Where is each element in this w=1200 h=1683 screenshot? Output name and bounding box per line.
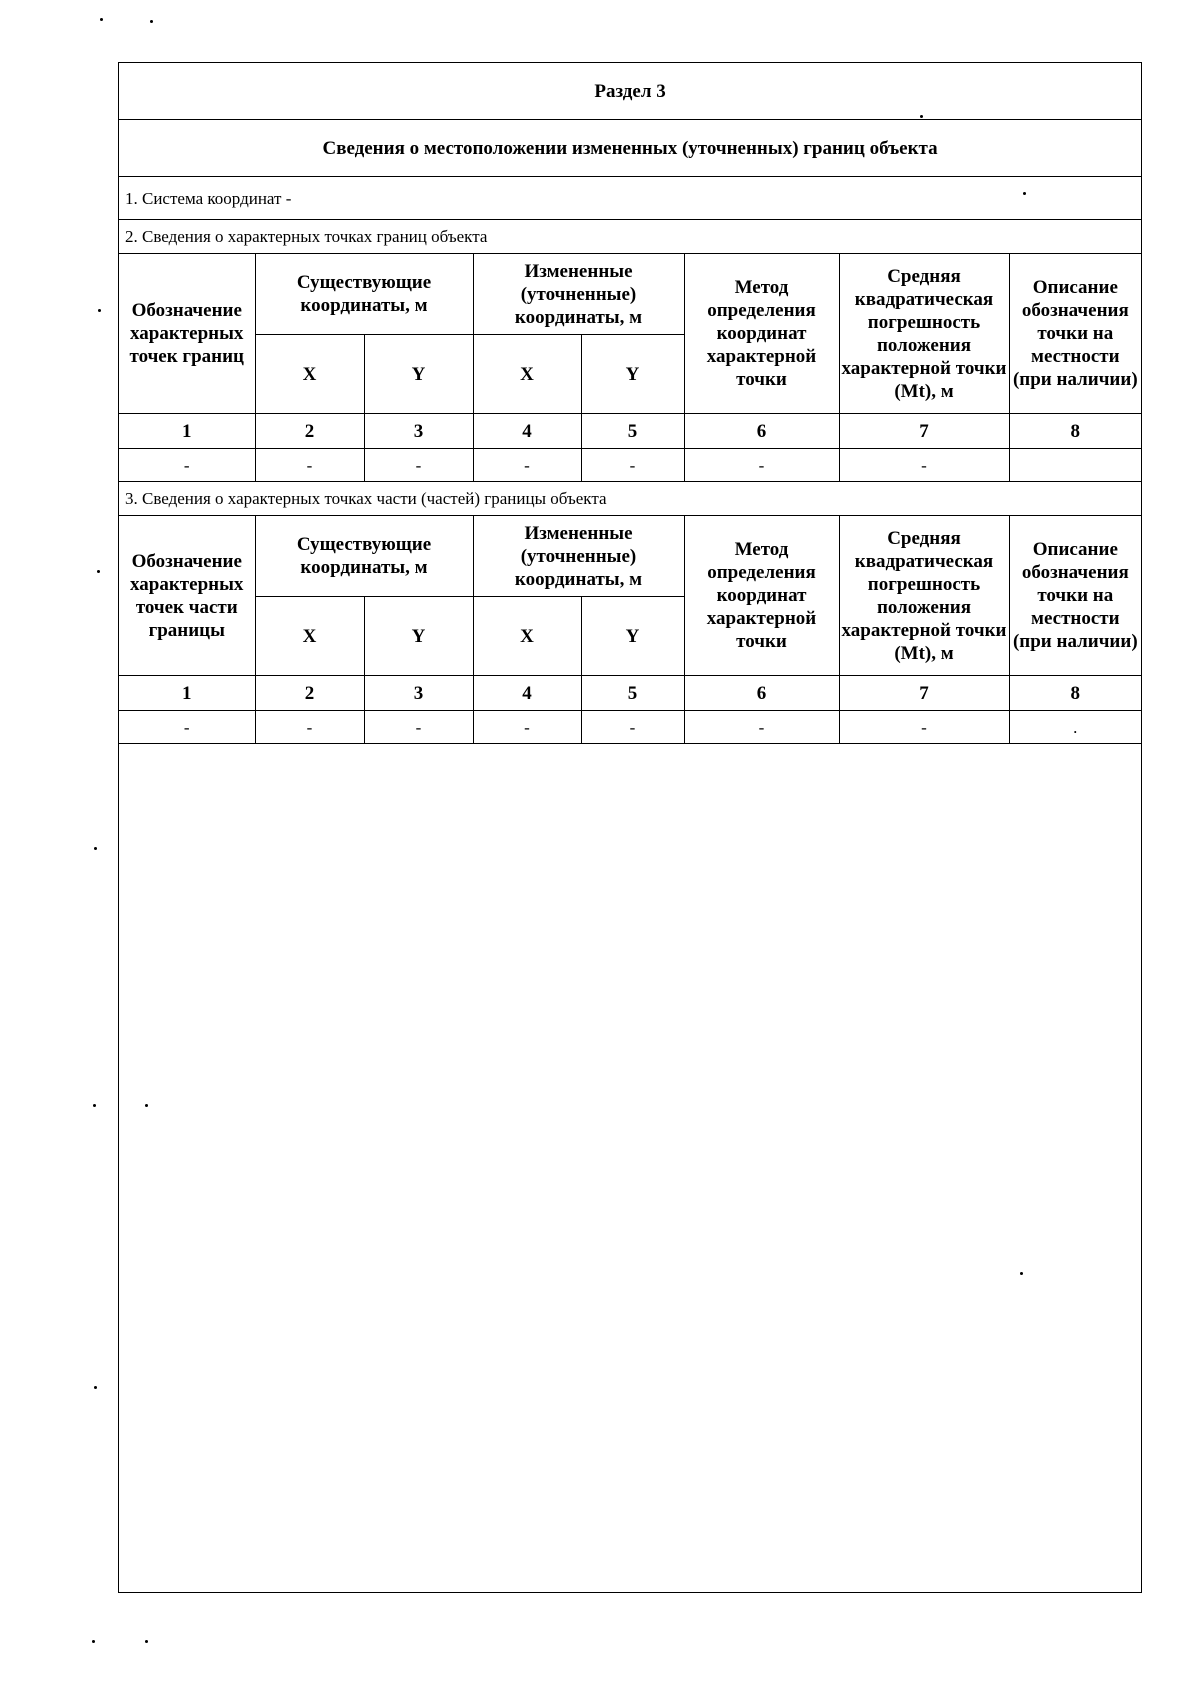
table2-cell-2: - xyxy=(255,711,364,744)
table1-error-header: Средняя квадратическая погрешность положения характерной точки (Mt), м xyxy=(839,254,1009,414)
scan-speck xyxy=(1020,1272,1023,1275)
table1-changed-x: X xyxy=(473,335,581,414)
table1-cell-5: - xyxy=(581,449,684,482)
table2-num-6: 6 xyxy=(684,676,839,711)
table1-existing-header: Существующие координаты, м xyxy=(255,254,473,335)
scan-speck xyxy=(150,20,153,23)
table2-num-7: 7 xyxy=(839,676,1009,711)
table2-cell-1: - xyxy=(119,711,255,744)
scan-speck xyxy=(920,115,923,118)
coordinate-system-line: 1. Система координат - xyxy=(119,177,1141,220)
table2-existing-x: X xyxy=(255,597,364,676)
table2-caption: 3. Сведения о характерных точках части (частей) границы объекта xyxy=(119,482,1141,516)
table1-method-header: Метод определения координат характерной точки xyxy=(684,254,839,414)
scan-speck xyxy=(100,18,103,21)
table1-changed-header: Измененные (уточненные) координаты, м xyxy=(473,254,684,335)
table1-cell-3: - xyxy=(364,449,473,482)
section-title: Раздел 3 xyxy=(119,63,1141,120)
table1-num-4: 4 xyxy=(473,414,581,449)
table2-existing-y: Y xyxy=(364,597,473,676)
table1-description-header: Описание обозначения точки на местности (при наличии) xyxy=(1009,254,1141,414)
table1-changed-y: Y xyxy=(581,335,684,414)
table2-num-3: 3 xyxy=(364,676,473,711)
scan-speck xyxy=(98,309,101,312)
table2-num-4: 4 xyxy=(473,676,581,711)
table1-num-8: 8 xyxy=(1009,414,1141,449)
scan-speck xyxy=(92,1640,95,1643)
document-title: Сведения о местоположении измененных (уточненных) границ объекта xyxy=(119,120,1141,177)
table1-existing-y: Y xyxy=(364,335,473,414)
table2-changed-y: Y xyxy=(581,597,684,676)
table2-cell-4: - xyxy=(473,711,581,744)
scan-speck xyxy=(97,570,100,573)
table2-cell-8: . xyxy=(1009,711,1141,744)
table-row xyxy=(119,449,1141,482)
scan-speck xyxy=(94,1386,97,1389)
scan-speck xyxy=(94,847,97,850)
scan-speck xyxy=(145,1104,148,1107)
table1-cell-7: - xyxy=(839,449,1009,482)
table2-num-2: 2 xyxy=(255,676,364,711)
table1-num-2: 2 xyxy=(255,414,364,449)
table1-col1-header: Обозначение характерных точек границ xyxy=(119,254,255,414)
table2-cell-6: - xyxy=(684,711,839,744)
boundary-table xyxy=(119,63,1141,744)
table1-num-6: 6 xyxy=(684,414,839,449)
table2-cell-7: - xyxy=(839,711,1009,744)
table2-error-header: Средняя квадратическая погрешность положения характерной точки (Mt), м xyxy=(839,516,1009,676)
table1-cell-2: - xyxy=(255,449,364,482)
table1-num-1: 1 xyxy=(119,414,255,449)
table2-num-5: 5 xyxy=(581,676,684,711)
table1-num-7: 7 xyxy=(839,414,1009,449)
table1-num-5: 5 xyxy=(581,414,684,449)
table2-existing-header: Существующие координаты, м xyxy=(255,516,473,597)
table2-num-1: 1 xyxy=(119,676,255,711)
table2-method-header: Метод определения координат характерной точки xyxy=(684,516,839,676)
document-frame xyxy=(118,62,1142,1593)
table2-description-header: Описание обозначения точки на местности (при наличии) xyxy=(1009,516,1141,676)
table1-cell-1: - xyxy=(119,449,255,482)
table2-number-row xyxy=(119,676,1141,711)
table1-cell-8 xyxy=(1009,449,1141,482)
scan-speck xyxy=(1023,192,1026,195)
table2-cell-5: - xyxy=(581,711,684,744)
table1-cell-6: - xyxy=(684,449,839,482)
table2-changed-header: Измененные (уточненные) координаты, м xyxy=(473,516,684,597)
table1-caption: 2. Сведения о характерных точках границ объекта xyxy=(119,220,1141,254)
table1-number-row xyxy=(119,414,1141,449)
table1-existing-x: X xyxy=(255,335,364,414)
scan-speck xyxy=(145,1640,148,1643)
table1-cell-4: - xyxy=(473,449,581,482)
table2-changed-x: X xyxy=(473,597,581,676)
scan-speck xyxy=(93,1104,96,1107)
table-row xyxy=(119,711,1141,744)
table2-cell-3: - xyxy=(364,711,473,744)
table2-num-8: 8 xyxy=(1009,676,1141,711)
table1-num-3: 3 xyxy=(364,414,473,449)
table2-col1-header: Обозначение характерных точек части границы xyxy=(119,516,255,676)
